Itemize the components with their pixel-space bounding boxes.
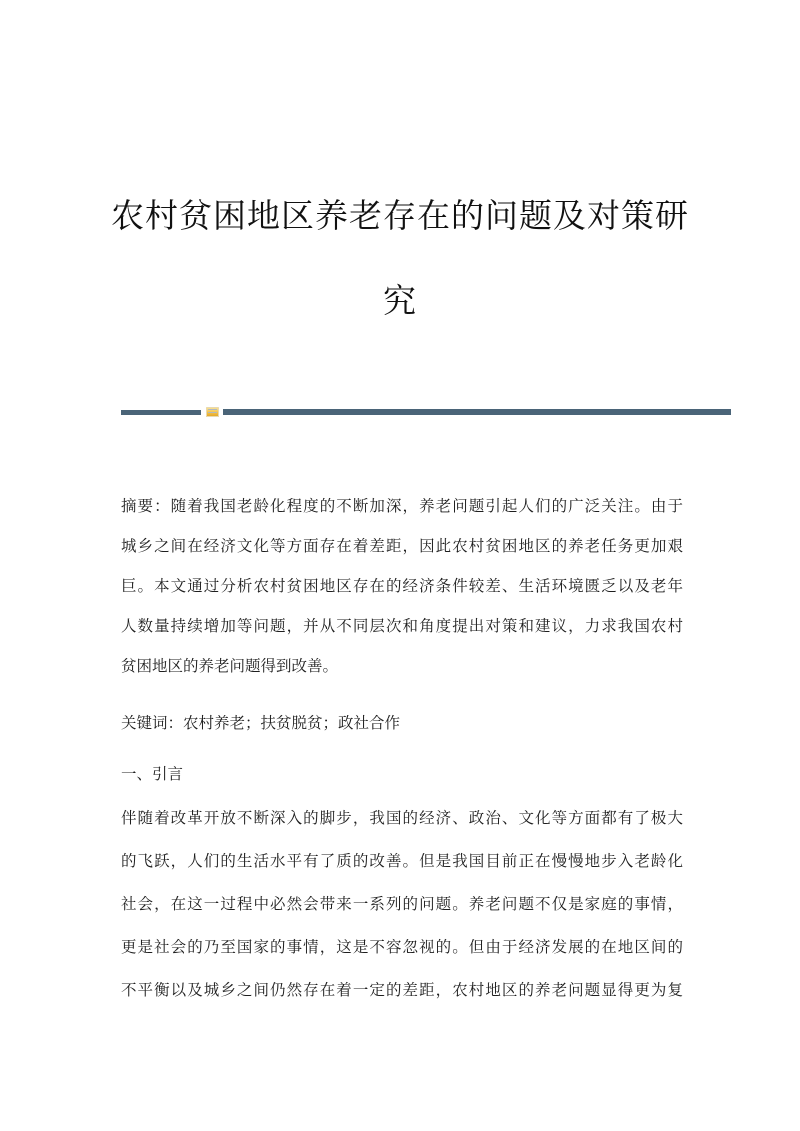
document-title-line-1: 农村贫困地区养老存在的问题及对策研 xyxy=(111,196,689,235)
abstract-line-5: 贫困地区的养老问题得到改善。 xyxy=(121,657,339,675)
document-title-line-2: 究 xyxy=(383,281,417,320)
title-divider xyxy=(121,408,731,416)
document-icon xyxy=(206,407,219,417)
abstract-line-1: 摘要：随着我国老龄化程度的不断加深，养老问题引起人们的广泛关注。由于 xyxy=(121,497,683,515)
divider-bar-left xyxy=(121,410,201,415)
intro-line-1: 伴随着改革开放不断深入的脚步，我国的经济、政治、文化等方面都有了极大 xyxy=(121,809,683,827)
abstract-line-3: 巨。本文通过分析农村贫困地区存在的经济条件较差、生活环境匮乏以及老年 xyxy=(121,577,683,595)
intro-line-4: 更是社会的乃至国家的事情，这是不容忽视的。但由于经济发展的在地区间的 xyxy=(121,938,683,956)
keywords-line: 关键词：农村养老；扶贫脱贫；政社合作 xyxy=(121,714,401,732)
intro-line-2: 的飞跃，人们的生活水平有了质的改善。但是我国目前正在慢慢地步入老龄化 xyxy=(121,852,683,870)
section-heading-introduction: 一、引言 xyxy=(121,765,184,783)
intro-line-5: 不平衡以及城乡之间仍然存在着一定的差距，农村地区的养老问题显得更为复 xyxy=(121,981,683,999)
divider-bar-right xyxy=(223,409,731,415)
intro-line-3: 社会，在这一过程中必然会带来一系列的问题。养老问题不仅是家庭的事情， xyxy=(121,895,683,913)
abstract-line-2: 城乡之间在经济文化等方面存在着差距，因此农村贫困地区的养老任务更加艰 xyxy=(121,537,683,555)
abstract-line-4: 人数量持续增加等问题，并从不同层次和角度提出对策和建议，力求我国农村 xyxy=(121,617,683,635)
